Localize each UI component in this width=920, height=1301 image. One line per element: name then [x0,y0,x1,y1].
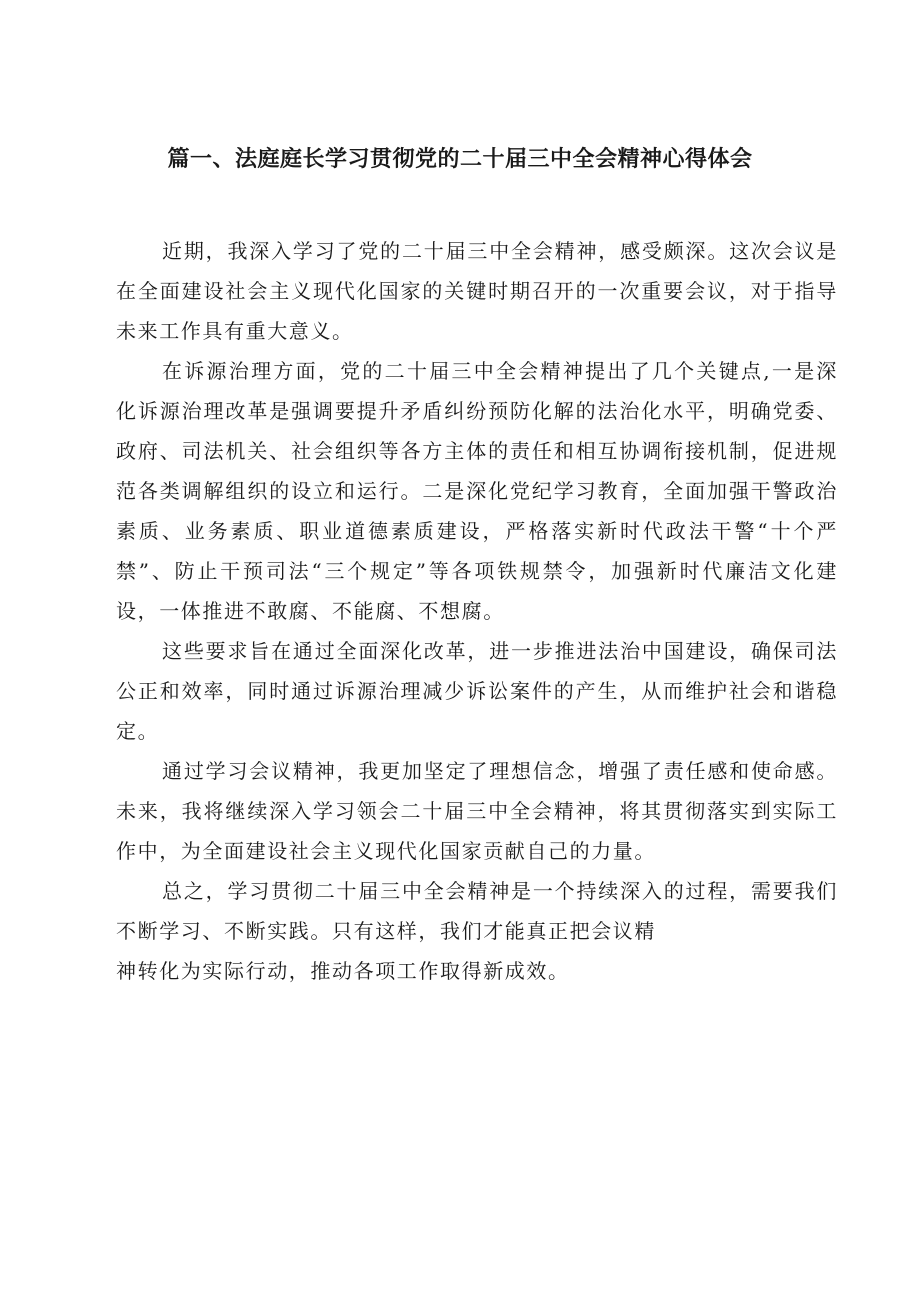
paragraph-5-line-2: 神转化为实际行动，推动各项工作取得新成效。 [116,959,570,983]
paragraph-3: 这些要求旨在通过全面深化改革，进一步推进法治中国建设，确保司法公正和效率，同时通过诉源治理减少诉讼案件的产生，从而维护社会和谐稳定。 [116,639,838,743]
document-title: 篇一、法庭庭长学习贯彻党的二十届三中全会精神心得体会 [167,147,753,172]
paragraph-1: 近期，我深入学习了党的二十届三中全会精神，感受颇深。这次会议是在全面建设社会主义现代化国家的关键时期召开的一次重要会议，对于指导未来工作具有重大意义。 [116,239,838,343]
document-body [116,231,838,991]
paragraph-4: 通过学习会议精神，我更加坚定了理想信念，增强了责任感和使命感。未来，我将继续深入学习领会二十届三中全会精神，将其贯彻落实到实际工作中，为全面建设社会主义现代化国家贡献自己的力量。 [116,759,838,863]
paragraph-2: 在诉源治理方面，党的二十届三中全会精神提出了几个关键点,一是深化诉源治理改革是强调要提升矛盾纠纷预防化解的法治化水平，明确党委、政府、司法机关、社会组织等各方主体的责任和相互协调衔接机制，促进规范各类调解组织的设立和运行。二是深化党纪学习教育，全面加强干警政治素质、业务素质、职业道德素质建设，严格落实新时代政法干警“十个严禁”、防止干预司法“三个规定”等各项铁规禁令，加强新时代廉洁文化建设，一体推进不敢腐、不能腐、不想腐。 [116,359,838,623]
paragraph-5-line-1: 总之，学习贯彻二十届三中全会精神是一个持续深入的过程，需要我们不断学习、不断实践。只有这样，我们才能真正把会议精 [116,879,838,943]
paragraph-5 [116,871,838,991]
